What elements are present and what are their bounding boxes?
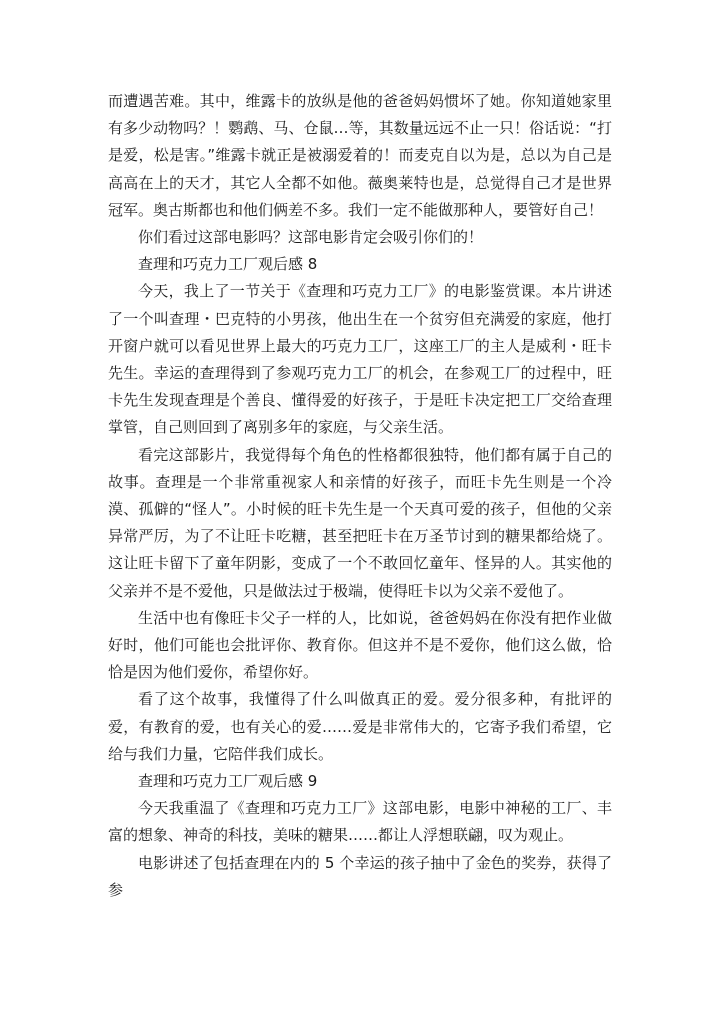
document-page bbox=[108, 88, 612, 904]
paragraph-7: 今天我重温了《查理和巧克力工厂》这部电影，电影中神秘的工厂、丰富的想象、神奇的科技，美味的糖果……都让人浮想联翩，叹为观止。 bbox=[108, 799, 612, 845]
paragraph-1: 而遭遇苦难。其中，维露卡的放纵是他的爸爸妈妈惯坏了她。你知道她家里有多少动物吗？！鹦鹉、马、仓鼠…等，其数量远远不止一只！俗话说：“打是爱，松是害。”维露卡就正是被溺爱着的！而麦克自以为是，总以为自己是高高在上的天才，其它人全都不如他。薇奥莱特也是，总觉得自己才是世界冠军。奥古斯都也和他们俩差不多。我们一定不能做那种人，要管好自己！ bbox=[108, 92, 612, 219]
paragraph-3: 今天，我上了一节关于《查理和巧克力工厂》的电影鉴赏课。本片讲述了一个叫查理・巴克特的小男孩，他出生在一个贫穷但充满爱的家庭，他打开窗户就可以看见世界上最大的巧克力工厂，这座工厂的主人是威利・旺卡先生。幸运的查理得到了参观巧克力工厂的机会，在参观工厂的过程中，旺卡先生发现查理是个善良、懂得爱的好孩子，于是旺卡决定把工厂交给查理掌管，自己则回到了离别多年的家庭，与父亲生活。 bbox=[108, 282, 612, 437]
section-heading-8: 查理和巧克力工厂观后感 8 bbox=[138, 255, 318, 274]
paragraph-8: 电影讲述了包括查理在内的 5 个幸运的孩子抽中了金色的奖券，获得了参 bbox=[108, 853, 612, 899]
paragraph-5: 生活中也有像旺卡父子一样的人，比如说，爸爸妈妈在你没有把作业做好时，他们可能也会批评你、教育你。但这并不是不爱你，他们这么做，恰恰是因为他们爱你，希望你好。 bbox=[108, 608, 612, 682]
paragraph-6: 看了这个故事，我懂得了什么叫做真正的爱。爱分很多种，有批评的爱，有教育的爱，也有关心的爱……爱是非常伟大的，它寄予我们希望，它给与我们力量，它陪伴我们成长。 bbox=[108, 690, 612, 763]
section-heading-9: 查理和巧克力工厂观后感 9 bbox=[138, 772, 318, 791]
paragraph-4: 看完这部影片，我觉得每个角色的性格都很独特，他们都有属于自己的故事。查理是一个非常重视家人和亲情的好孩子，而旺卡先生则是一个冷漠、孤僻的“怪人”。小时候的旺卡先生是一个天真可爱的孩子，但他的父亲异常严厉，为了不让旺卡吃糖，甚至把旺卡在万圣节讨到的糖果都给烧了。这让旺卡留下了童年阴影，变成了一个不敢回忆童年、怪异的人。其实他的父亲并不是不爱他，只是做法过于极端，使得旺卡以为父亲不爱他了。 bbox=[108, 445, 612, 600]
paragraph-2: 你们看过这部电影吗？这部电影肯定会吸引你们的！ bbox=[138, 228, 484, 247]
